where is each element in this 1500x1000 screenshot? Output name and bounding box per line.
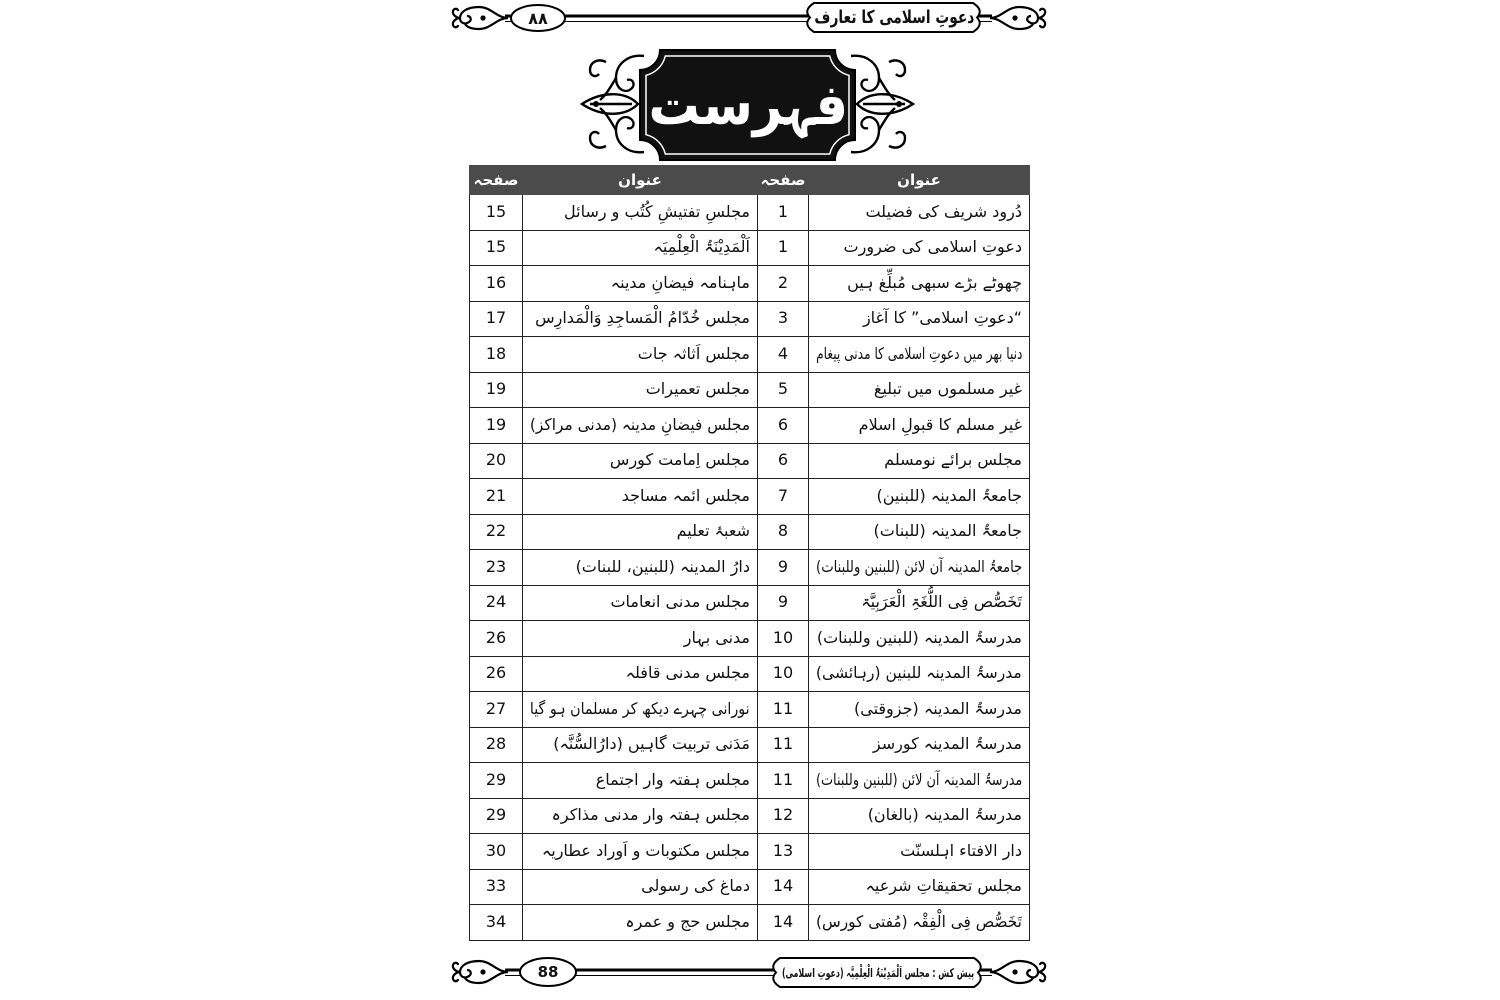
footer-publisher-text: پیش کش : مجلس اَلْمَدِیْنَۃُ الْعِلْمِیَّہ (دعوتِ اسلامی) [782, 965, 974, 980]
toc-entry-page-cell [758, 266, 809, 302]
toc-entry-title-cell [809, 585, 1030, 621]
toc-entry-page-number: 34 [485, 911, 507, 931]
toc-row [470, 266, 1030, 302]
toc-entry-title-cell [523, 479, 758, 515]
toc-entry-title: جامعۃُ المدینہ (للبنین) [876, 485, 1022, 505]
footer-page-number [523, 959, 573, 985]
title-right-scroll [851, 56, 913, 153]
toc-entry-title-cell [809, 337, 1030, 373]
toc-entry-page-cell [758, 372, 809, 408]
toc-entry-page-number: 23 [485, 556, 507, 576]
toc-entry-title: اَلْمَدِیْنَۃُ الْعِلْمِیَہ [653, 237, 750, 257]
toc-entry-page-number: 18 [485, 343, 507, 363]
toc-entry-page-cell [758, 230, 809, 266]
toc-entry-page-number: 12 [772, 805, 794, 825]
toc-entry-title-cell [809, 230, 1030, 266]
toc-entry-title: مجلس تعمیرات [645, 379, 750, 399]
toc-row [470, 763, 1030, 799]
toc-entry-page-number: 9 [777, 592, 789, 612]
toc-row [470, 372, 1030, 408]
toc-entry-page-cell [470, 230, 523, 266]
footer-right-flourish [990, 961, 1045, 983]
toc-entry-title-cell [523, 266, 758, 302]
toc-entry-page-number: 10 [772, 627, 794, 647]
toc-entry-page-number: 5 [777, 379, 789, 399]
toc-entry-title-cell [523, 443, 758, 479]
toc-entry-page-number: 1 [777, 201, 789, 221]
toc-row [470, 727, 1030, 763]
toc-row [470, 408, 1030, 444]
toc-entry-title: شعبۂ تعلیم [676, 521, 750, 541]
toc-entry-page-number: 7 [777, 485, 789, 505]
toc-entry-page-number: 29 [485, 769, 507, 789]
column-header-page-left: صفحہ [470, 166, 523, 195]
column-header-title-left: عنوان [523, 166, 758, 195]
header-right-flourish [990, 7, 1045, 29]
toc-entry-title: نورانی چہرے دیکھ کر مسلمان ہو گیا [530, 698, 750, 718]
toc-entry-title-cell [809, 372, 1030, 408]
toc-entry-page-cell [758, 408, 809, 444]
column-header-page-right: صفحہ [758, 166, 809, 195]
toc-entry-page-cell [470, 408, 523, 444]
toc-entry-page-cell [470, 337, 523, 373]
toc-entry-page-number: 15 [485, 237, 507, 257]
running-title-text: دعوتِ اسلامی کا تعارف [814, 7, 974, 28]
running-title [814, 4, 974, 31]
column-header-title-right: عنوان [809, 166, 1030, 195]
page-title [648, 56, 848, 154]
toc-row [470, 550, 1030, 586]
toc-entry-page-cell [470, 692, 523, 728]
toc-entry-page-cell [758, 337, 809, 373]
toc-entry-title: غیر مسلموں میں تبلیغ [873, 379, 1022, 399]
toc-entry-title: دار الافتاء اہلسنّت [900, 840, 1022, 860]
toc-entry-page-number: 19 [485, 414, 507, 434]
toc-row [470, 869, 1030, 905]
toc-entry-title-cell [809, 621, 1030, 657]
toc-entry-page-cell [758, 727, 809, 763]
toc-entry-title: غیر مسلم کا قبولِ اسلام [858, 414, 1022, 434]
header-page-number [514, 6, 562, 30]
toc-entry-page-number: 4 [777, 343, 789, 363]
toc-entry-page-cell [470, 656, 523, 692]
toc-entry-page-number: 2 [777, 272, 789, 292]
toc-entry-title: تَخَصُّص فِی اللُّغَۃِ الْعَرَبِیَّۃ [861, 592, 1022, 612]
title-left-scroll [582, 56, 644, 153]
toc-entry-title-cell [809, 408, 1030, 444]
toc-entry-title: “دعوتِ اسلامی” کا آغاز [862, 308, 1022, 328]
toc-entry-title: دماغ کی رسولی [641, 876, 750, 896]
toc-entry-page-number: 6 [777, 450, 789, 470]
toc-entry-title-cell [523, 301, 758, 337]
toc-entry-title: مجلس مکتوبات و اَوراد عطاریہ [541, 840, 750, 860]
toc-entry-title: دارُ المدینہ (للبنین، للبنات) [575, 556, 750, 576]
toc-entry-page-number: 6 [777, 414, 789, 434]
toc-header [470, 166, 1030, 195]
toc-entry-page-number: 16 [485, 272, 507, 292]
toc-entry-title-cell [523, 550, 758, 586]
toc-entry-page-number: 21 [485, 485, 507, 505]
toc-entry-title: مجلس مدنی انعامات [610, 592, 750, 612]
toc-entry-page-number: 11 [772, 698, 794, 718]
toc-entry-title: جامعۃُ المدینہ آن لائن (للبنین وللبنات) [815, 556, 1022, 576]
toc-entry-title-cell [809, 195, 1030, 231]
toc-entry-page-cell [758, 443, 809, 479]
footer-page-number-text: 88 [537, 963, 559, 981]
toc-entry-title: ماہنامہ فیضانِ مدینہ [610, 272, 750, 292]
toc-entry-title: مجلس فیضانِ مدینہ (مدنی مراکز) [529, 414, 750, 434]
toc-entry-title-cell [809, 869, 1030, 905]
toc-entry-page-cell [470, 798, 523, 834]
toc-row [470, 479, 1030, 515]
toc-entry-page-cell [470, 834, 523, 870]
toc-entry-page-number: 14 [772, 911, 794, 931]
toc-row [470, 230, 1030, 266]
toc-entry-title: مجلس تحقیقاتِ شرعیہ [865, 876, 1022, 896]
toc-entry-title: مجلسِ تفتیشِ کُتُب و رسائل [564, 201, 750, 221]
toc-entry-title: جامعۃُ المدینہ (للبنات) [873, 521, 1022, 541]
toc-entry-page-cell [758, 692, 809, 728]
toc-entry-page-cell [758, 301, 809, 337]
toc-entry-page-number: 26 [485, 663, 507, 683]
toc-entry-title: مجلس حج و عمرہ [625, 911, 750, 931]
toc-entry-page-cell [758, 905, 809, 941]
toc-entry-title-cell [809, 727, 1030, 763]
toc-entry-page-cell [470, 443, 523, 479]
toc-row [470, 656, 1030, 692]
toc-entry-page-number: 10 [772, 663, 794, 683]
toc-entry-page-cell [758, 585, 809, 621]
toc-entry-page-cell [758, 621, 809, 657]
toc-entry-title-cell [809, 550, 1030, 586]
toc-entry-page-cell [758, 798, 809, 834]
toc-entry-page-number: 30 [485, 840, 507, 860]
toc-entry-page-number: 3 [777, 308, 789, 328]
footer-publisher [782, 959, 974, 986]
toc-entry-page-cell [758, 550, 809, 586]
toc-entry-page-cell [470, 763, 523, 799]
toc-entry-page-cell [470, 621, 523, 657]
toc-entry-title: دُرود شریف کی فضیلت [865, 201, 1022, 221]
toc-entry-title-cell [809, 266, 1030, 302]
toc-entry-page-number: 24 [485, 592, 507, 612]
toc-entry-page-number: 22 [485, 521, 507, 541]
toc-entry-title: مجلس اِمامت کورس [609, 450, 750, 470]
toc-entry-page-number: 27 [485, 698, 507, 718]
toc-entry-title: مدرسۃُ المدینہ (بالغان) [867, 805, 1022, 825]
toc-entry-title: تَخَصُّص فِی الْفِقْہ (مُفتی کورس) [816, 911, 1022, 931]
toc-entry-page-cell [470, 905, 523, 941]
toc-entry-title-cell [809, 479, 1030, 515]
toc-entry-page-cell [470, 266, 523, 302]
toc-entry-title-cell [809, 656, 1030, 692]
toc-entry-title-cell [809, 301, 1030, 337]
toc-entry-page-cell [758, 656, 809, 692]
toc-entry-title: چھوٹے بڑے سبھی مُبلِّغ ہیں [847, 272, 1022, 292]
toc-entry-title-cell [523, 763, 758, 799]
toc-entry-title-cell [523, 834, 758, 870]
header-left-flourish [453, 7, 508, 29]
toc-entry-page-number: 9 [777, 556, 789, 576]
toc-entry-title: مجلس برائے نومسلم [884, 450, 1022, 470]
toc-entry-page-cell [470, 869, 523, 905]
footer-left-flourish [453, 961, 508, 983]
toc-row [470, 443, 1030, 479]
toc-row [470, 195, 1030, 231]
toc-row [470, 585, 1030, 621]
toc-entry-title: دعوتِ اسلامی کی ضرورت [843, 237, 1022, 257]
toc-entry-page-cell [470, 372, 523, 408]
page-title-text: فہرست [648, 72, 848, 138]
toc-entry-page-cell [758, 195, 809, 231]
toc-entry-title-cell [523, 372, 758, 408]
toc-entry-title: مدرسۃُ المدینہ کورسز [872, 734, 1022, 754]
toc-entry-page-number: 11 [772, 734, 794, 754]
toc-entry-title-cell [523, 869, 758, 905]
toc-row [470, 301, 1030, 337]
toc-entry-title-cell [523, 692, 758, 728]
toc-row [470, 514, 1030, 550]
toc-row [470, 337, 1030, 373]
toc-entry-title-cell [523, 621, 758, 657]
toc-entry-title: مدرسۃُ المدینہ آن لائن (للبنین وللبنات) [815, 769, 1022, 789]
toc-row [470, 692, 1030, 728]
toc-entry-title: مجلس ہفتہ وار اجتماع [595, 769, 750, 789]
toc-entry-page-number: 11 [772, 769, 794, 789]
toc-entry-title-cell [523, 195, 758, 231]
toc-entry-page-number: 28 [485, 734, 507, 754]
toc-entry-title-cell [523, 905, 758, 941]
toc-header-row [470, 166, 1030, 195]
header-page-number-text: ۸۸ [528, 8, 548, 28]
toc-entry-page-cell [758, 869, 809, 905]
toc-entry-title-cell [809, 834, 1030, 870]
toc-entry-title: مجلس ائمہ مساجد [621, 485, 750, 505]
toc-entry-page-cell [758, 834, 809, 870]
toc-entry-title-cell [523, 408, 758, 444]
toc-entry-page-cell [470, 727, 523, 763]
toc-entry-title-cell [809, 905, 1030, 941]
toc-entry-page-number: 19 [485, 379, 507, 399]
toc-entry-title: مجلس ہفتہ وار مدنی مذاکرہ [551, 805, 750, 825]
toc-entry-title-cell [809, 798, 1030, 834]
toc-entry-title-cell [809, 763, 1030, 799]
toc-entry-title-cell [523, 585, 758, 621]
toc-entry-page-cell [470, 301, 523, 337]
toc-entry-page-number: 1 [777, 237, 789, 257]
toc-entry-page-cell [470, 479, 523, 515]
toc-entry-title-cell [523, 798, 758, 834]
toc-entry-page-cell [470, 585, 523, 621]
toc-entry-page-number: 33 [485, 876, 507, 896]
toc-row [470, 905, 1030, 941]
toc-entry-title: مَدَنی تربیت گاہیں (دارُالسُّنَّہ) [553, 734, 750, 754]
toc-entry-title: مجلس مدنی قافلہ [625, 663, 750, 683]
toc-entry-title-cell [523, 656, 758, 692]
toc-body [470, 195, 1030, 941]
toc-entry-page-cell [470, 514, 523, 550]
toc-entry-title-cell [809, 692, 1030, 728]
toc-entry-page-cell [470, 550, 523, 586]
toc-entry-title: دنیا بھر میں دعوتِ اسلامی کا مدنی پیغام [815, 343, 1022, 363]
toc-entry-title: مجلس خُدّامُ الْمَساجِدِ وَالْمَدارِس [535, 308, 750, 328]
toc-entry-title: مدنی بہار [683, 627, 750, 647]
toc-entry-title-cell [523, 514, 758, 550]
toc-entry-title: مجلس اَثاثہ جات [637, 343, 750, 363]
toc-entry-title-cell [523, 230, 758, 266]
toc-entry-page-number: 20 [485, 450, 507, 470]
toc-row [470, 798, 1030, 834]
toc-entry-page-number: 26 [485, 627, 507, 647]
toc-entry-title-cell [523, 337, 758, 373]
toc-entry-page-cell [758, 514, 809, 550]
toc-entry-page-number: 13 [772, 840, 794, 860]
toc-entry-title-cell [809, 443, 1030, 479]
toc-entry-page-cell [758, 479, 809, 515]
toc-row [470, 834, 1030, 870]
toc-entry-title: مدرسۃُ المدینہ (جزوقتی) [853, 698, 1022, 718]
toc-row [470, 621, 1030, 657]
toc-entry-page-cell [470, 195, 523, 231]
table-of-contents [469, 165, 1030, 941]
toc-entry-page-cell [758, 763, 809, 799]
toc-entry-title: مدرسۃُ المدینہ للبنین (رہائشی) [816, 663, 1022, 683]
toc-entry-title: مدرسۃُ المدینہ (للبنین وللبنات) [816, 627, 1022, 647]
toc-entry-page-number: 14 [772, 876, 794, 896]
toc-entry-title-cell [809, 514, 1030, 550]
toc-entry-page-number: 8 [777, 521, 789, 541]
toc-entry-title-cell [523, 727, 758, 763]
toc-entry-page-number: 15 [485, 201, 507, 221]
toc-entry-page-number: 17 [485, 308, 507, 328]
toc-entry-page-number: 29 [485, 805, 507, 825]
